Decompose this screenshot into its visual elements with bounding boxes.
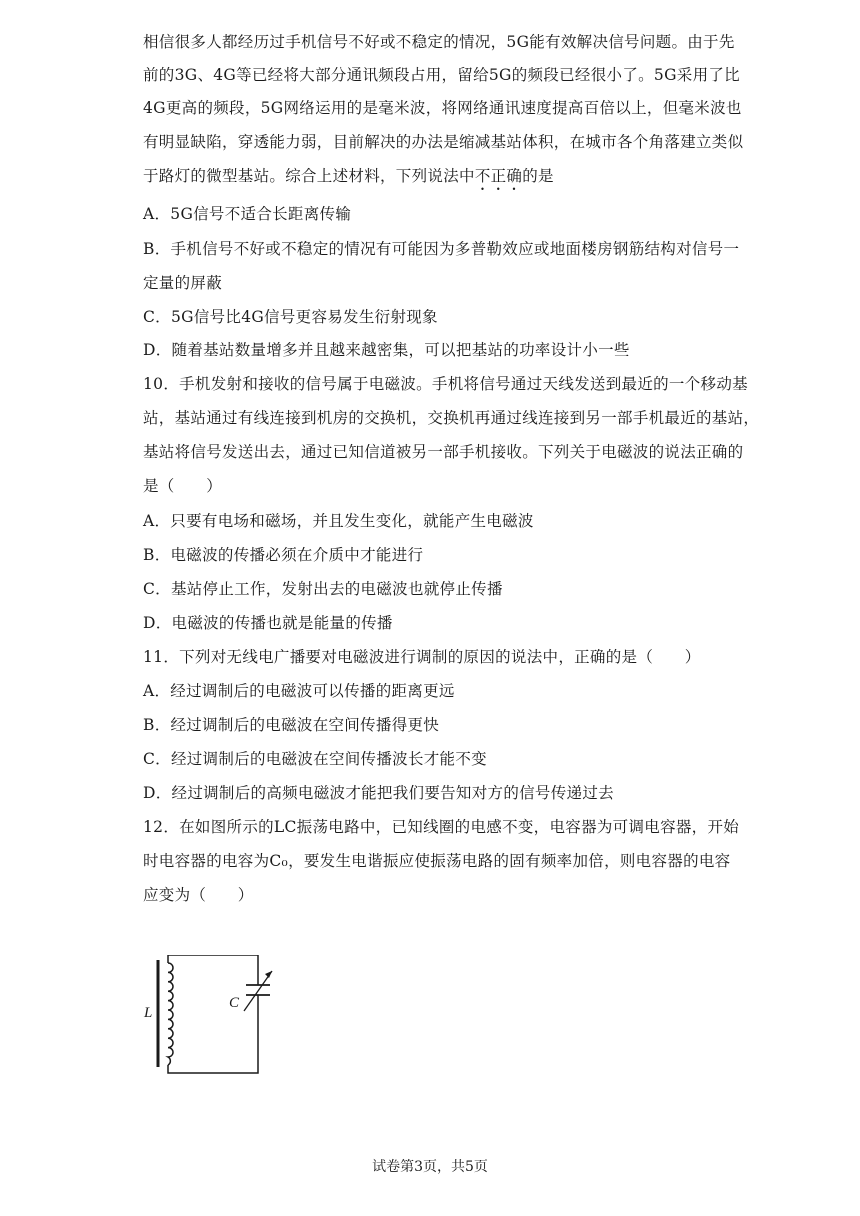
q11-option-d: D．经过调制后的高频电磁波才能把我们要告知对方的信号传递过去 <box>143 784 614 802</box>
arrow-head-icon <box>265 971 272 978</box>
q10-option-d: D．电磁波的传播也就是能量的传播 <box>143 614 393 632</box>
q9-stem-text: 于路灯的微型基站。综合上述材料，下列说法中 <box>143 167 475 185</box>
q11-option-a: A．经过调制后的电磁波可以传播的距离更远 <box>143 682 455 700</box>
q9-option-b: B．手机信号不好或不稳定的情况有可能因为多普勒效应或地面楼房钢筋结构对信号一 <box>143 240 740 258</box>
capacitor-label: C <box>229 995 240 1011</box>
q10-option-b: B．电磁波的传播必须在介质中才能进行 <box>143 546 424 564</box>
q9-option-c: C．5G信号比4G信号更容易发生衍射现象 <box>143 308 438 326</box>
q10-stem-line: 10．手机发射和接收的信号属于电磁波。手机将信号通过天线发送到最近的一个移动基 <box>143 375 748 393</box>
q9-text-line: 前的3G、4G等已经将大部分通讯频段占用，留给5G的频段已经很小了。5G采用了比 <box>143 66 740 84</box>
q10-option-c: C．基站停止工作，发射出去的电磁波也就停止传播 <box>143 580 503 598</box>
q12-stem-line: 时电容器的电容为C₀，要发生电谐振应使振荡电路的固有频率加倍，则电容器的电容 <box>143 852 731 870</box>
q11-stem: 11．下列对无线电广播要对电磁波进行调制的原因的说法中，正确的是（ ） <box>143 648 701 666</box>
q9-option-b-cont: 定量的屏蔽 <box>143 274 223 292</box>
q12-stem-line: 应变为（ ） <box>143 886 254 904</box>
q10-stem-line: 站，基站通过有线连接到机房的交换机，交换机再通过线连接到另一部手机最近的基站， <box>143 409 760 427</box>
q11-option-c: C．经过调制后的电磁波在空间传播波长才能不变 <box>143 750 487 768</box>
q10-stem-line: 基站将信号发送出去，通过已知信道被另一部手机接收。下列关于电磁波的说法正确的 <box>143 443 744 461</box>
q10-option-a: A．只要有电场和磁场，并且发生变化，就能产生电磁波 <box>143 512 534 530</box>
lc-circuit-diagram <box>140 955 290 1085</box>
q9-stem-last-line <box>143 165 723 194</box>
inductor-label: L <box>144 1005 153 1021</box>
q9-option-d: D．随着基站数量增多并且越来越密集，可以把基站的功率设计小一些 <box>143 341 630 359</box>
q9-emphasis-word: 不正确 <box>474 167 523 185</box>
q10-stem-line: 是（ ） <box>143 477 223 495</box>
q12-stem-line: 12．在如图所示的LC振荡电路中，已知线圈的电感不变，电容器为可调电容器，开始 <box>143 818 740 836</box>
page-footer: 试卷第3页，共5页 <box>372 1159 488 1175</box>
q9-option-a: A．5G信号不适合长距离传输 <box>143 205 352 223</box>
q9-text-line: 相信很多人都经历过手机信号不好或不稳定的情况，5G能有效解决信号问题。由于先 <box>143 33 735 51</box>
bottom-wire <box>168 995 258 1073</box>
inductor-coil <box>168 963 173 1065</box>
q11-option-b: B．经过调制后的电磁波在空间传播得更快 <box>143 716 440 734</box>
q9-text-line: 有明显缺陷，穿透能力弱，目前解决的办法是缩减基站体积，在城市各个角落建立类似 <box>143 133 744 151</box>
q9-text-line: 4G更高的频段，5G网络运用的是毫米波，将网络通讯速度提高百倍以上，但毫米波也 <box>143 99 742 117</box>
q9-stem-tail: 的是 <box>522 167 554 185</box>
top-wire <box>168 955 258 985</box>
